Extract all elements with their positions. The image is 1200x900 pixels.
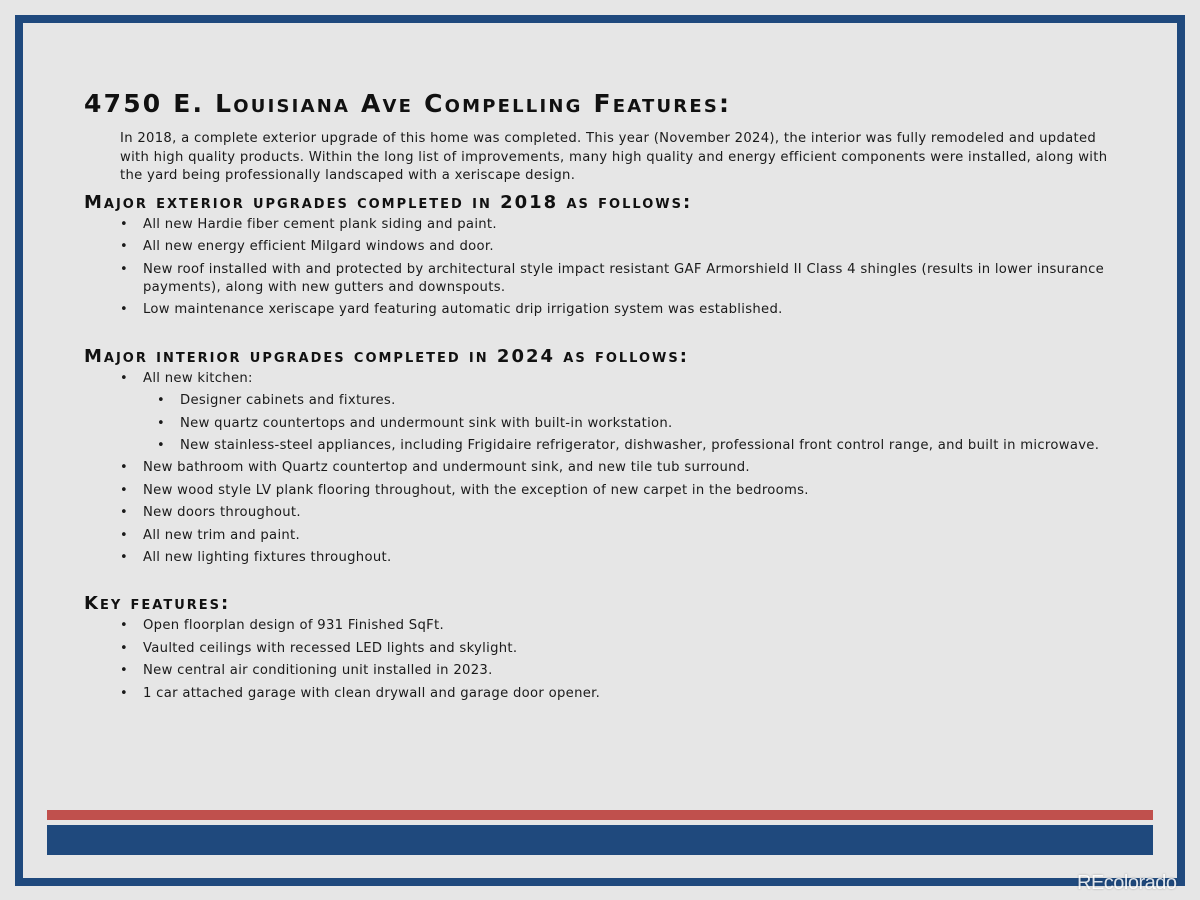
watermark-logo: REcolorado (1077, 872, 1177, 894)
document-content (84, 88, 1124, 707)
list-item: • 1 car attached garage with clean drywall and garage door opener. (143, 685, 1124, 703)
sub-list-item: • New quartz countertops and undermount sink with built-in workstation. (180, 415, 1124, 433)
intro-paragraph: In 2018, a complete exterior upgrade of this home was completed. This year (November 2024), the interior was fully remodeled and updated with high quality products. Within the long list of improvements, many high quality and energy efficient components were installed, along with the yard being professionally landscaped with a xeriscape design. (120, 131, 1108, 184)
list-item: • All new energy efficient Milgard windows and door. (143, 238, 1124, 256)
key-features-list (84, 617, 1124, 703)
interior-list (84, 370, 1124, 568)
list-item: • All new Hardie fiber cement plank siding and paint. (143, 216, 1124, 234)
list-item-kitchen (143, 370, 1124, 456)
list-item: • Vaulted ceilings with recessed LED lights and skylight. (143, 640, 1124, 658)
spacer (84, 324, 1124, 346)
page-title: 4750 E. Louisiana Ave Compelling Features: (84, 89, 732, 118)
list-item: • New central air conditioning unit installed in 2023. (143, 662, 1124, 680)
list-item: • All new trim and paint. (143, 527, 1124, 545)
exterior-list (84, 216, 1124, 320)
spacer (84, 571, 1124, 593)
key-features-heading: Key features: (84, 593, 231, 615)
sub-list-item: • Designer cabinets and fixtures. (180, 392, 1124, 410)
blue-footer-band (47, 825, 1153, 855)
list-item: • New bathroom with Quartz countertop and undermount sink, and new tile tub surround. (143, 459, 1124, 477)
red-accent-stripe (47, 810, 1153, 820)
list-item: • New wood style LV plank flooring throughout, with the exception of new carpet in the bedrooms. (143, 482, 1124, 500)
exterior-heading: Major exterior upgrades completed in 2018 as follows: (84, 191, 693, 213)
list-item: • Low maintenance xeriscape yard featuring automatic drip irrigation system was established. (143, 301, 1124, 319)
list-item: • New roof installed with and protected by architectural style impact resistant GAF Armorshield II Class 4 shingles (results in lower insurance payments), along with new gutters and downspouts. (143, 261, 1124, 298)
interior-heading: Major interior upgrades completed in 2024 as follows: (84, 345, 689, 367)
list-item: • New doors throughout. (143, 504, 1124, 522)
kitchen-sublist (143, 392, 1124, 455)
list-item: • All new lighting fixtures throughout. (143, 549, 1124, 567)
sub-list-item: • New stainless-steel appliances, including Frigidaire refrigerator, dishwasher, professional front control range, and built in microwave. (180, 437, 1124, 455)
list-item: • Open floorplan design of 931 Finished SqFt. (143, 617, 1124, 635)
kitchen-label: All new kitchen: (143, 370, 253, 386)
